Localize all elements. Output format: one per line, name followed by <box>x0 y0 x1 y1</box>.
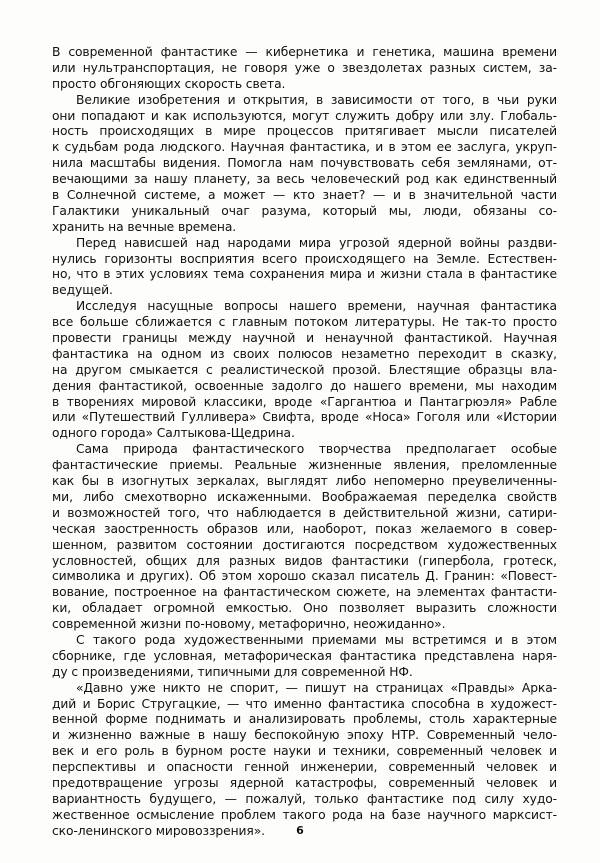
text-line: предотвращение угрозы ядерной катастрофы, современный человек и <box>52 775 557 790</box>
text-line: век и его роль в бурном росте науки и техники, современный человек и <box>52 744 557 759</box>
text-line: просто обгоняющих скорость света. <box>52 76 286 91</box>
text-line: или нультранспортация, не говоря уже о звездолетах разных систем, за- <box>52 60 557 75</box>
text-line: сборнике, где условная, метафорическая фантастика представлена наря- <box>52 648 557 663</box>
text-line: ведущей. <box>52 283 113 298</box>
text-line: Перед нависшей над народами мира угрозой ядерной войны раздви- <box>76 235 557 250</box>
text-line: вариантность будущего, — пожалуй, только фантастике под силу худо- <box>52 791 557 806</box>
text-line: ческая заостренность образов или, наоборот, показ желаемого в совер- <box>52 521 557 536</box>
text-line: перспективы и опасности генной инженерии, современный человек и <box>52 760 557 775</box>
text-line: Великие изобретения и открытия, в зависимости от того, в чьи руки <box>76 92 557 107</box>
text-line: венной форме поднимать и анализировать проблемы, столь характерные <box>52 712 557 727</box>
text-line: или «Путешествий Гулливера» Свифта, вроде «Носа» Гоголя или «Истории <box>52 410 557 425</box>
text-line: они попадают и как используются, могут служить добру или злу. Глобаль- <box>52 108 557 123</box>
text-line: вечающими за нашу планету, за весь человеческий род как единственный <box>52 172 557 187</box>
text-line: как бы в изогнутых зеркалах, выглядят либо непомерно преувеличенны- <box>52 474 557 489</box>
text-line: жественное осмысление проблем такого рода на базе научного марксист- <box>52 807 557 822</box>
text-line: в творениях мировой классики, вроде «Гаргантюа и Пантагрюэля» Рабле <box>52 394 557 409</box>
text-line: дения фантастикой, освоенные задолго до нашего времени, мы находим <box>52 378 557 393</box>
page-number: 6 <box>296 824 304 837</box>
text-line: вование, построенное на фантастическом сюжете, на элементах фантасти- <box>52 585 557 600</box>
text-line: все больше сближается с главным потоком литературы. Не так-то просто <box>52 315 557 330</box>
body-text <box>52 45 557 840</box>
text-line: ско-ленинского мировоззрения». <box>52 823 265 838</box>
text-line: фантастические приемы. Реальные жизненные явления, преломленные <box>52 458 557 473</box>
text-line: ки, обладает огромной емкостью. Оно позволяет выразить сложности <box>52 601 557 616</box>
text-line: нила масштабы видения. Помогла нам почувствовать себя землянами, от- <box>52 156 557 171</box>
text-line: шенном, развитом состоянии достигаются посредством художественных <box>52 537 557 552</box>
text-line: современной жизни по-новому, метафорично, неожиданно». <box>52 617 446 632</box>
text-line: на другом смыкается с реалистической прозой. Блестящие образцы вла- <box>52 362 557 377</box>
text-line: В современной фантастике — кибернетика и генетика, машина времени <box>52 45 557 59</box>
text-line: ность происходящих в мире процессов притягивает мысли писателей <box>52 124 557 139</box>
text-line: «Давно уже никто не спорит, — пишут на страницах «Правды» Арка- <box>76 680 557 695</box>
text-line: С такого рода художественными приемами мы встретимся и в этом <box>76 632 557 647</box>
text-line: к судьбам рода людского. Научная фантастика, и в этом ее заслуга, укруп- <box>52 140 557 155</box>
text-line: фантастика на одном из своих полюсов незаметно переходит в сказку, <box>52 346 557 361</box>
text-line: нулись горизонты восприятия всего происходящего на Земле. Естествен- <box>52 251 557 266</box>
text-line: ду с произведениями, типичными для современной НФ. <box>52 664 413 679</box>
text-line: и возможностей того, что наблюдается в действительной жизни, сатири- <box>52 505 557 520</box>
text-line: символика и других). Об этом хорошо сказал писатель Д. Гранин: «Повест- <box>52 569 557 584</box>
text-line: Галактики уникальный очаг разума, который мы, люди, обязаны со- <box>52 203 557 218</box>
text-line: ми, либо смехотворно искаженными. Воображаемая переделка свойств <box>52 489 557 504</box>
text-line: Исследуя насущные вопросы нашего времени, научная фантастика <box>76 299 557 314</box>
text-line: провести границы между научной и ненаучной фантастикой. Научная <box>52 331 557 346</box>
text-line: в Солнечной системе, а может — кто знает? — и в значительной части <box>52 188 557 203</box>
text-line: но, что в этих условиях тема сохранения мира и жизни стала в фантастике <box>52 267 557 282</box>
text-line: хранить на вечные времена. <box>52 219 237 234</box>
text-line: условностей, общих для разных видов фантастики (гипербола, гротеск, <box>52 553 557 568</box>
text-line: одного города» Салтыкова-Щедрина. <box>52 426 295 441</box>
text-line: дий и Борис Стругацкие, — что именно фантастика способна в художест- <box>52 696 557 711</box>
text-line: Сама природа фантастического творчества предполагает особые <box>76 442 557 457</box>
text-line: и жизненно важные в нашу беспокойную эпоху НТР. Современный чело- <box>52 728 557 743</box>
